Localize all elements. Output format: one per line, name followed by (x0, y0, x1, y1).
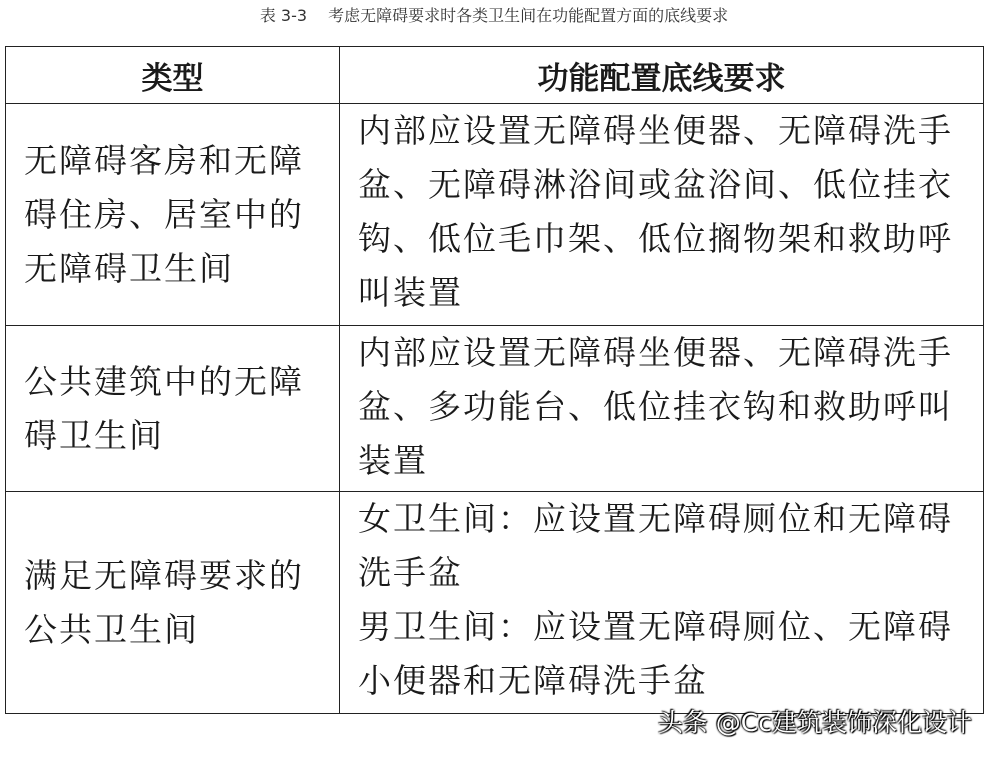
type-cell (6, 326, 340, 492)
watermark: 头条 @Cc建筑装饰深化设计 (657, 708, 972, 737)
requirement-line: 盆、多功能台、低位挂衣钩和救助呼叫 (358, 387, 953, 426)
requirement-cell (340, 104, 984, 326)
requirement-line: 装置 (358, 441, 428, 480)
requirement-cell (340, 326, 984, 492)
table-row (6, 104, 984, 326)
type-cell (6, 104, 340, 326)
table-row (6, 492, 984, 714)
requirement-line: 小便器和无障碍洗手盆 (358, 661, 708, 700)
requirement-line: 男卫生间：应设置无障碍厕位、无障碍 (358, 607, 953, 646)
requirement-line: 内部应设置无障碍坐便器、无障碍洗手 (358, 111, 953, 150)
requirement-line: 钩、低位毛巾架、低位搁物架和救助呼 (358, 219, 953, 258)
requirement-line: 内部应设置无障碍坐便器、无障碍洗手 (358, 333, 953, 372)
requirement-line: 盆、无障碍淋浴间或盆浴间、低位挂衣 (358, 165, 953, 204)
requirement-line: 洗手盆 (358, 553, 463, 592)
requirement-line: 叫装置 (358, 273, 463, 312)
header-requirement: 功能配置底线要求 (340, 47, 984, 104)
type-line: 碍住房、居室中的 (24, 194, 304, 234)
type-line: 无障碍卫生间 (24, 248, 234, 288)
table-caption: 表 3-3 考虑无障碍要求时各类卫生间在功能配置方面的底线要求 (259, 6, 729, 25)
type-line: 无障碍客房和无障 (24, 140, 304, 180)
type-line: 公共卫生间 (24, 609, 199, 649)
requirement-cell (340, 492, 984, 714)
table-header-row (6, 47, 984, 104)
type-line: 碍卫生间 (24, 415, 164, 455)
requirements-table (5, 46, 984, 714)
requirement-line: 女卫生间：应设置无障碍厕位和无障碍 (358, 499, 953, 538)
header-type: 类型 (6, 47, 340, 104)
type-line: 公共建筑中的无障 (24, 361, 304, 401)
table-row (6, 326, 984, 492)
type-line: 满足无障碍要求的 (24, 555, 304, 595)
type-cell (6, 492, 340, 714)
